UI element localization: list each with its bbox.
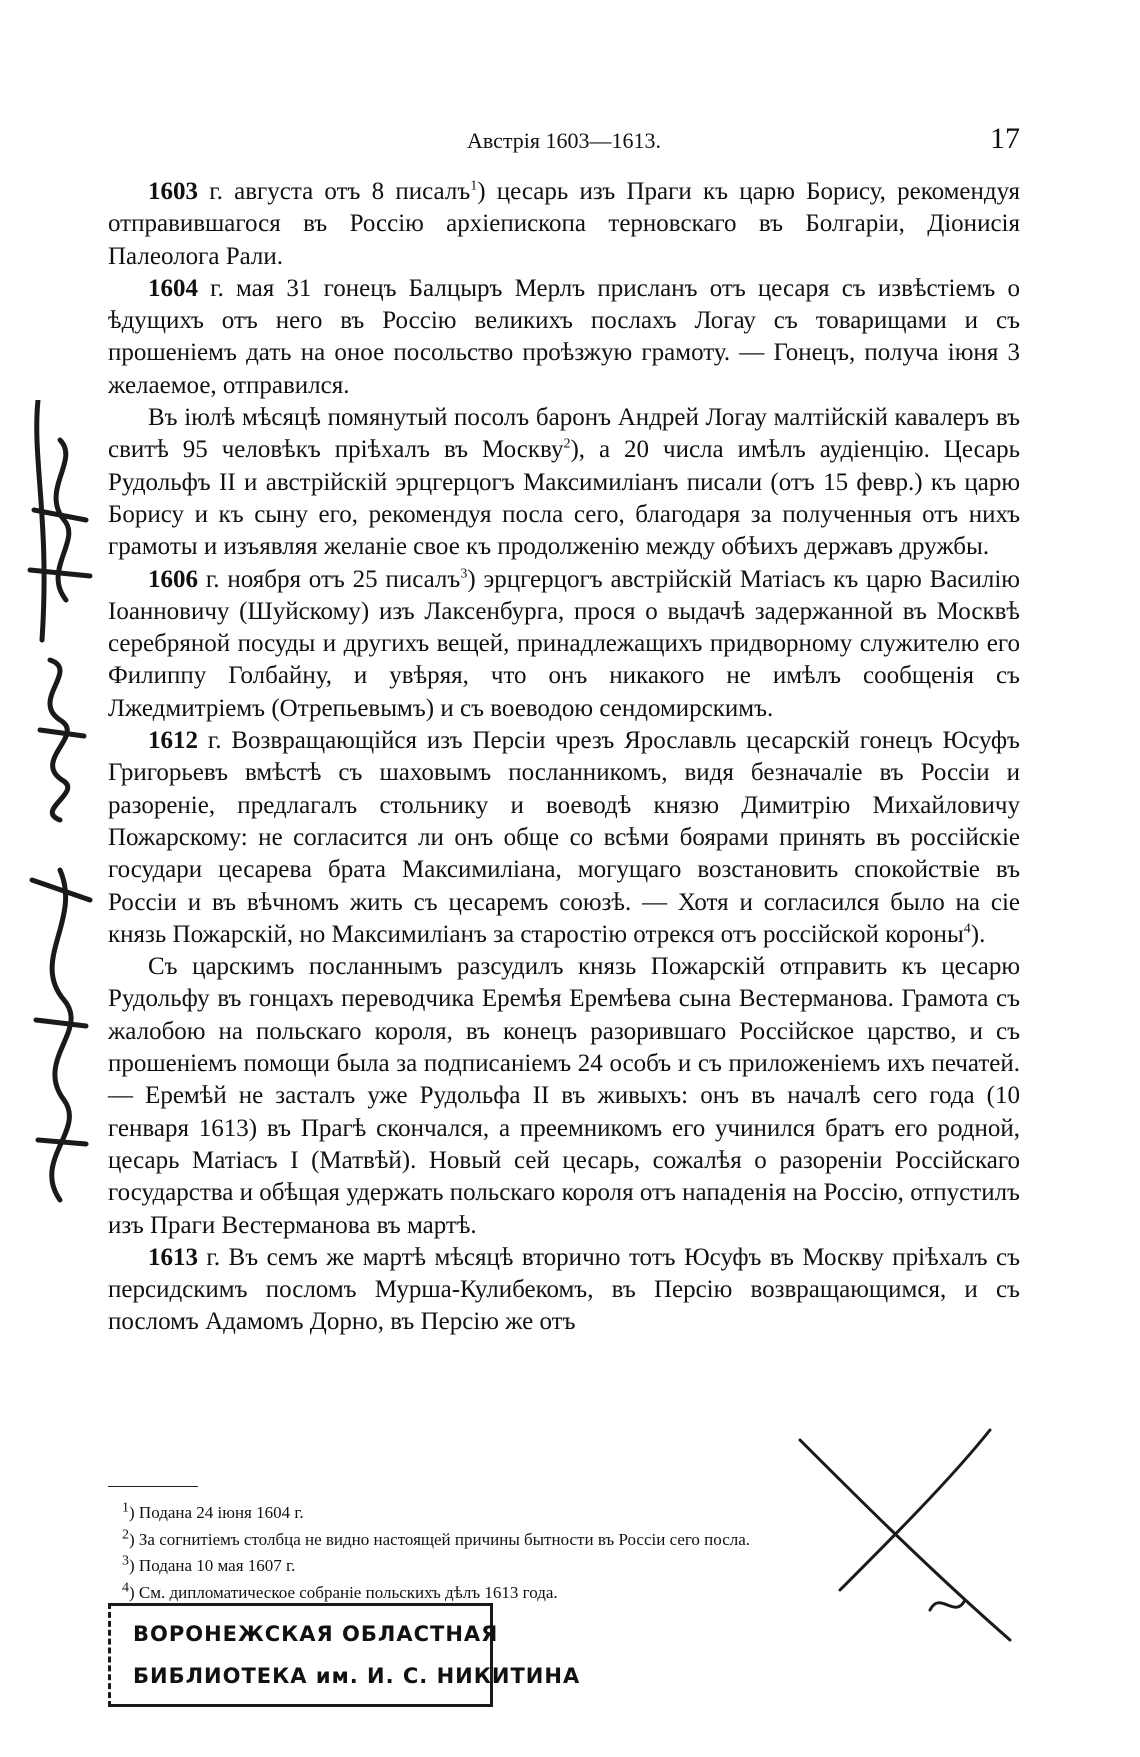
stamp-line-2: БИБЛИОТЕКА им. И. С. НИКИТИНА [133,1664,581,1688]
paragraph-text: Въ іюлѣ мѣсяцѣ помянутый посолъ баронъ Андрей Логау малтійскій кавалеръ въ свитѣ 95 человѣкъ пріѣхалъ въ Москву [108,404,1020,464]
paragraph-text: г. августа отъ 8 писалъ [198,178,471,205]
year-heading: 1613 [148,1243,198,1271]
year-heading: 1603 [148,178,198,205]
footnote-text: ) Подана 24 іюня 1604 г. [129,1503,304,1522]
footnote-number: 2 [122,1526,129,1542]
paragraph [108,273,1020,402]
footnote-ref: 2 [563,437,571,453]
paragraph-text: ) цесарь изъ Праги къ царю Борису, рекомендуя отправившагося въ Россію архіепископа терновскаго въ Болгаріи, Діонисія Палеолога Рали. [108,178,1020,270]
footnote-number: 1 [122,1500,129,1516]
page-header [108,122,1020,158]
footnote-text: ) См. дипломатическое собраніе польскихъ дѣлъ 1613 года. [129,1582,558,1602]
footnote-number: 4 [122,1580,129,1596]
paragraph [108,402,1020,563]
paragraph-text: г. Въ семъ же мартѣ мѣсяцѣ вторично тотъ Юсуфъ въ Москву пріѣхалъ съ персидскимъ посломъ Мурша-Кулибекомъ, въ Персію возвращающимся, и съ посломъ Адамомъ Дорно, въ Персію же отъ [108,1243,1020,1336]
footnote [122,1500,822,1527]
library-stamp [108,1603,581,1707]
handwritten-margin-note [20,400,100,1600]
footnote-ref: 1 [470,178,478,194]
footnote [122,1527,822,1554]
page-number: 17 [990,122,1020,155]
paragraph [108,1242,1020,1339]
paragraph-text: Съ царскимъ посланнымъ разсудилъ князь Пожарскій отправить къ цесарю Рудольфу въ гонцахъ переводчика Еремѣя Еремѣева сына Вестерманова. Грамота съ жалобою на польскаго короля, въ конецъ разорившаго Россійское царство, и съ прошеніемъ помощи была за подписаніемъ 24 особъ и съ приложеніемъ ихъ печатей. — Еремѣй не засталъ уже Рудольфа II въ живыхъ: онъ въ началѣ сего года (10 генваря 1613) въ Прагѣ скончался, а преемникомъ его учинился братъ его родной, цесарь Матіасъ I (Матвѣй). Новый сей цесарь, сожалѣя о разореніи Россійскаго государства и обѣщая удержать польскаго короля отъ нападенія на Россію, отпустилъ изъ Праги Вестерманова въ мартѣ. [108,953,1020,1239]
footnotes [122,1500,822,1606]
footnote-ref: 4 [963,921,971,937]
footnote-number: 3 [122,1553,129,1569]
paragraph-text: ). [970,920,986,948]
footnote-ref: 3 [460,566,468,582]
running-head: Австрія 1603—1613. [466,128,662,153]
year-heading: 1612 [148,727,198,755]
paragraph [108,951,1020,1242]
paragraph-text: г. Возвращающійся изъ Персіи чрезъ Ярославль цесарскій гонецъ Юсуфъ Григорьевъ вмѣстѣ съ шаховымъ посланникомъ, видя безначаліе въ Россіи и разореніе, предлагалъ стольнику и воеводѣ князю Димитрію Михайловичу Пожарскому: не согласится ли онъ обще со всѣми боярами принять въ россійскіе государи цесарева брата Максимиліана, могущаго возстановить спокойствіе въ Россіи и въ вѣчномъ жить съ цесаремъ союзѣ. — Хотя и согласился было на сіе князь Пожарскій, но Максимиліанъ за старостію отрекся отъ россійской короны [108,727,1020,948]
paragraph-text: г. мая 31 гонецъ Балцыръ Мерлъ присланъ отъ цесаря съ извѣстіемъ о ѣдущихъ отъ него въ Россію великихъ послахъ Логау съ товарищами и съ прошеніемъ дать на оное посольство проѣзжую грамоту. — Гонецъ, получа іюня 3 желаемое, отправился. [108,274,1020,399]
year-heading: 1604 [148,274,198,302]
footnote-rule [108,1486,198,1487]
footnote-text: ) Подана 10 мая 1607 г. [129,1556,296,1576]
paragraph [108,725,1020,951]
year-heading: 1606 [148,565,198,593]
footnote-text: ) За согнитіемъ столбца не видно настоящей причины бытности въ Россіи сего посла. [129,1529,751,1549]
paragraph [108,564,1020,725]
paragraph-text: ), а 20 числа имѣлъ аудіенцію. Цесарь Рудольфъ II и австрійскій эрцгерцогъ Максимиліанъ писали (отъ 15 февр.) къ царю Борису и къ сыну его, рекомендуя посла сего, благодаря за полученныя отъ нихъ грамоты и изъявляя желаніе свое къ продолженію между обѣихъ державъ дружбы. [108,436,1020,561]
paragraph [108,176,1020,273]
stamp-line-1: ВОРОНЕЖСКАЯ ОБЛАСТНАЯ [133,1622,499,1646]
body-text [108,176,1020,1339]
paragraph-text: ) эрцгерцогъ австрійскій Матіасъ къ царю Василію Іоанновичу (Шуйскому) изъ Лаксенбурга, прося о выдачѣ задержанной въ Москвѣ серебряной посуды и другихъ вещей, принадлежащихъ придворному служителю его Филиппу Голбайну, и увѣряя, что онъ никакого не имѣлъ сообщенія съ Лжедмитріемъ (Отрепьевымъ) и съ воеводою сендомирскимъ. [108,565,1020,722]
footnote [122,1553,822,1580]
paragraph-text: г. ноября отъ 25 писалъ [198,565,461,593]
